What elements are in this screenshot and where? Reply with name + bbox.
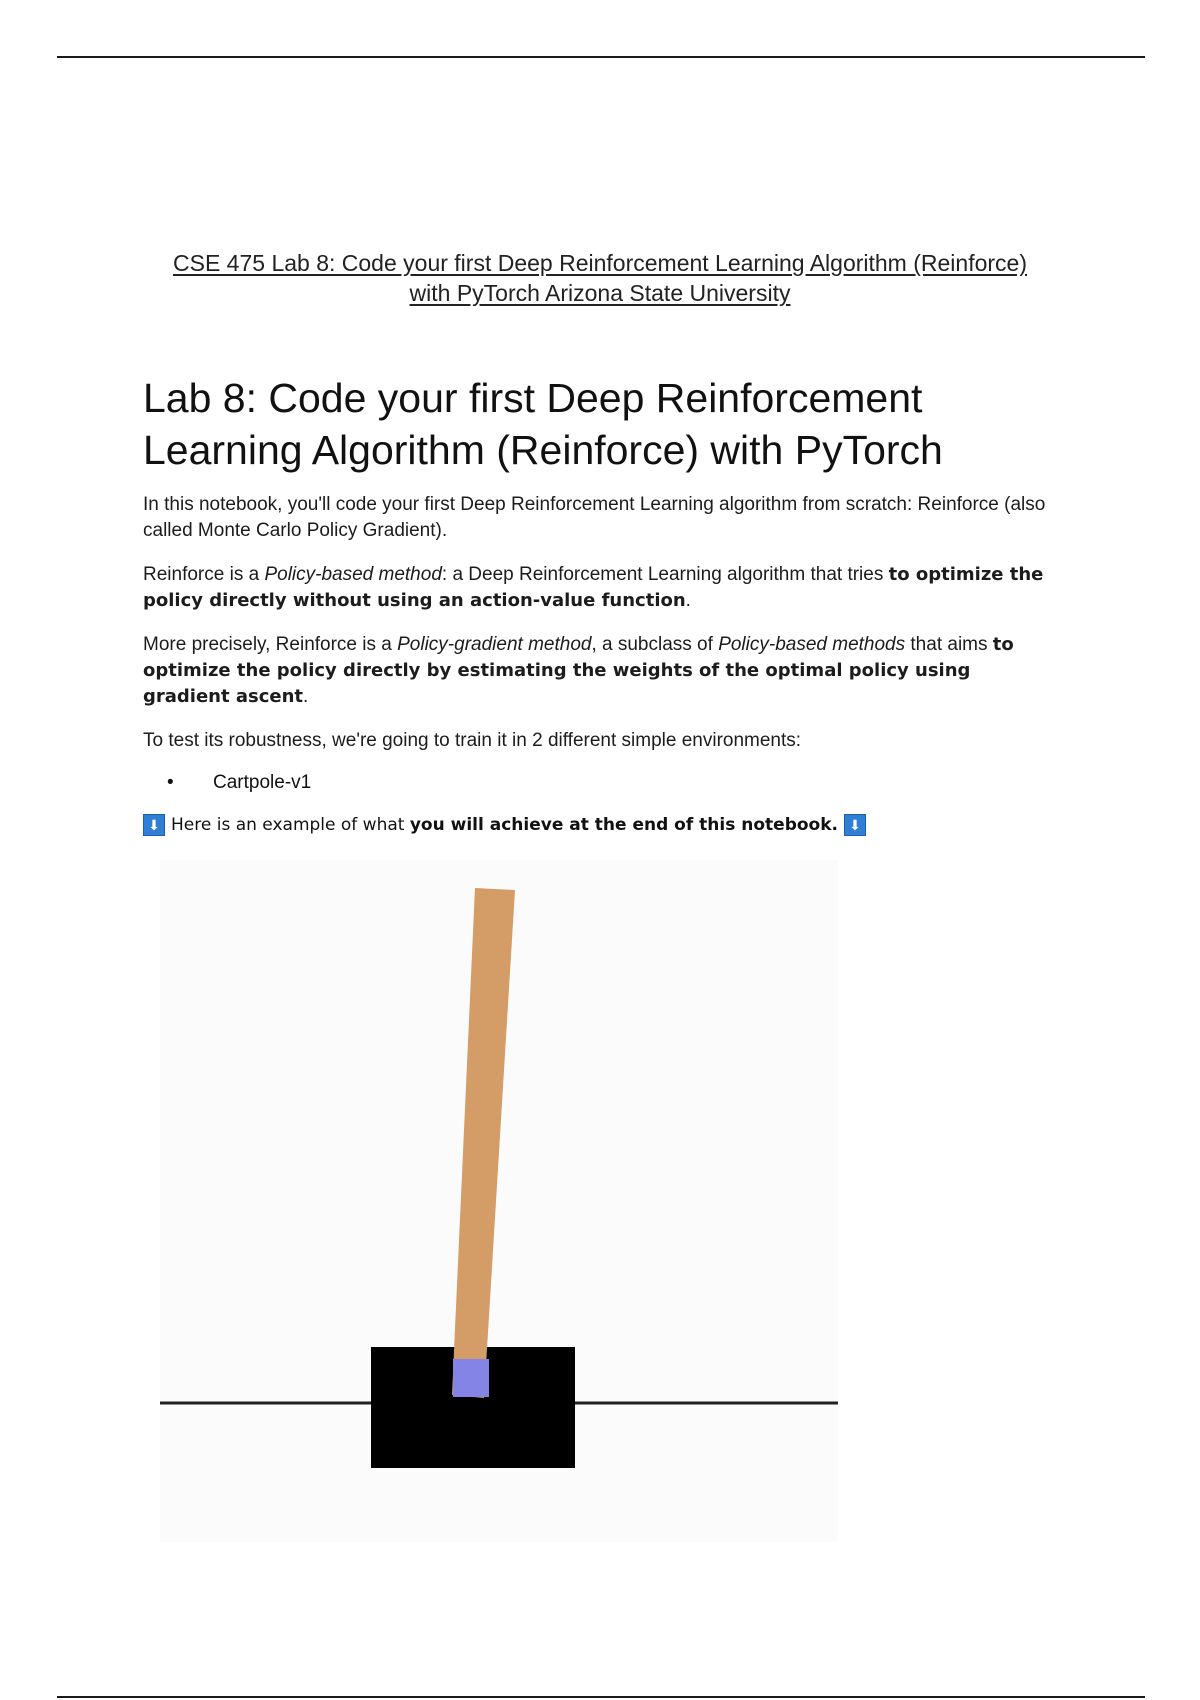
environment-name: Cartpole-v1 <box>213 772 312 793</box>
page-title: Lab 8: Code your first Deep Reinforcement Learning Algorithm (Reinforce) with PyTorch <box>143 375 943 473</box>
reinforce-paragraph <box>143 562 1063 614</box>
precise-text-5: that aims <box>905 634 993 655</box>
example-line <box>143 812 1063 838</box>
reinforce-text-1: Reinforce is a <box>143 564 265 585</box>
precise-text-2: Policy-gradient method <box>397 634 592 655</box>
cartpole-image <box>160 860 838 1542</box>
down-arrow-icon: ⬇ <box>844 814 866 836</box>
cartpole-drawing <box>160 860 838 1542</box>
down-arrow-icon: ⬇ <box>143 814 165 836</box>
document-header-line2: with PyTorch Arizona State University <box>409 280 791 306</box>
bullet: • <box>167 772 174 793</box>
test-paragraph: To test its robustness, we're going to train it in 2 different simple environments: <box>143 730 802 751</box>
notebook-content <box>143 372 1063 838</box>
precise-paragraph <box>143 632 1063 710</box>
document-header-line1: CSE 475 Lab 8: Code your first Deep Reinforcement Learning Algorithm (Reinforce) <box>173 250 1027 276</box>
reinforce-text-2: Policy-based method <box>264 564 442 585</box>
axle <box>453 1359 489 1397</box>
intro-paragraph: In this notebook, you'll code your first Deep Reinforcement Learning algorithm from scratch: Reinforce (also called Monte Carlo Policy Gradient). <box>143 494 1046 541</box>
precise-text-3: , a subclass of <box>591 634 719 655</box>
precise-text-7: . <box>303 686 309 707</box>
list-item <box>143 770 1063 796</box>
precise-text-1: More precisely, Reinforce is a <box>143 634 398 655</box>
example-bold: you will achieve at the end of this notebook. <box>409 815 838 835</box>
reinforce-text-5: . <box>685 590 691 611</box>
environment-list <box>143 770 1063 796</box>
precise-text-6: to optimize the policy directly by estimating the weights of the optimal policy using gradient ascent <box>143 634 1014 707</box>
example-text <box>171 812 838 838</box>
reinforce-text-3: : a Deep Reinforcement Learning algorithm that tries <box>441 564 889 585</box>
top-rule <box>57 56 1145 58</box>
precise-text-4: Policy-based methods <box>718 634 906 655</box>
bottom-rule <box>57 1696 1145 1698</box>
example-prefix: Here is an example of what <box>171 815 410 835</box>
document-header <box>100 248 1100 308</box>
reinforce-text-4: to optimize the policy directly without using an action-value function <box>143 564 1044 611</box>
